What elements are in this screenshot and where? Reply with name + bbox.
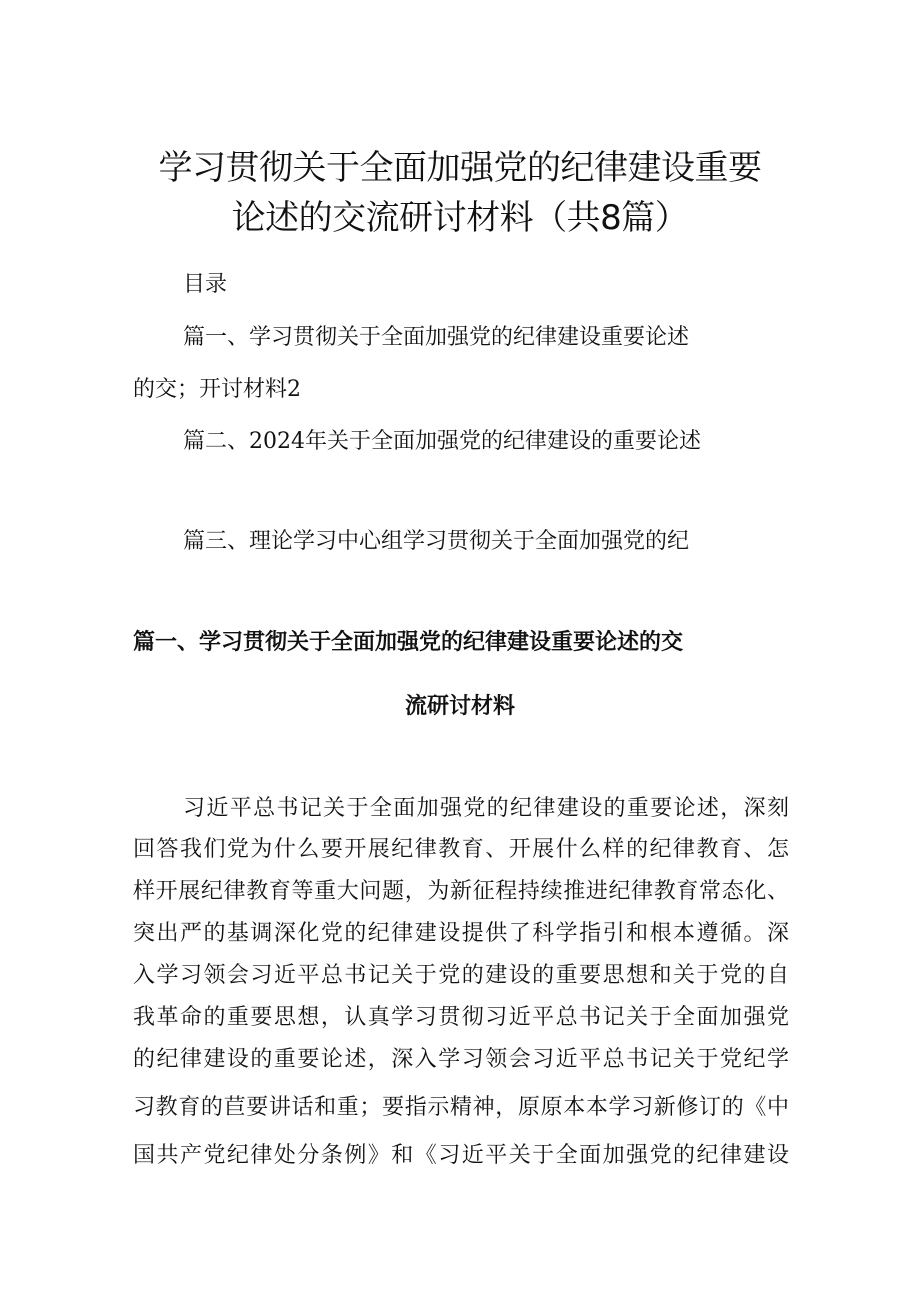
toc-entry-2: 篇二、2024年关于全面加强党的纪律建设的重要论述 bbox=[183, 429, 701, 454]
toc-entry-1: 篇一、学习贯彻关于全面加强党的纪律建设重要论述 bbox=[183, 325, 690, 350]
body-line-2: 回答我们党为什么要开展纪律教育、开展什么样的纪律教育、怎 bbox=[133, 837, 789, 862]
body-line-1: 习近平总书记关于全面加强党的纪律建设的重要论述，深刻 bbox=[183, 796, 789, 821]
document-title-line-1: 学习贯彻关于全面加强党的纪律建设重要 bbox=[158, 148, 762, 188]
body-line-7: 的纪律建设的重要论述，深入学习领会习近平总书记关于党纪学 bbox=[133, 1047, 789, 1072]
body-line-9: 国共产党纪律处分条例》和《习近平关于全面加强党的纪律建设 bbox=[133, 1143, 789, 1168]
toc-entry-3: 篇三、理论学习中心组学习贯彻关于全面加强党的纪 bbox=[183, 529, 690, 554]
toc-heading: 目录 bbox=[183, 272, 228, 297]
body-line-5: 入学习领会习近平总书记关于党的建设的重要思想和关于党的自 bbox=[133, 963, 789, 988]
document-title-line-2: 论述的交流研讨材料（共8篇） bbox=[231, 198, 689, 238]
body-line-6: 我革命的重要思想，认真学习贯彻习近平总书记关于全面加强党 bbox=[133, 1005, 789, 1030]
section-heading-line-2: 流研讨材料 bbox=[404, 694, 515, 719]
toc-entry-1-continued: 的交；开讨材料2 bbox=[133, 377, 301, 402]
body-line-8: 习教育的苣要讲话和重；要指示精神，原原本本学习新修订的《中 bbox=[133, 1095, 789, 1120]
body-line-3: 样开展纪律教育等重大问题，为新征程持续推进纪律教育常态化、 bbox=[133, 879, 789, 904]
body-line-4: 突出严的基调深化党的纪律建设提供了科学指引和根本遵循。深 bbox=[133, 921, 789, 946]
section-heading-line-1: 篇一、学习贯彻关于全面加强党的纪律建设重要论述的交 bbox=[133, 630, 684, 655]
